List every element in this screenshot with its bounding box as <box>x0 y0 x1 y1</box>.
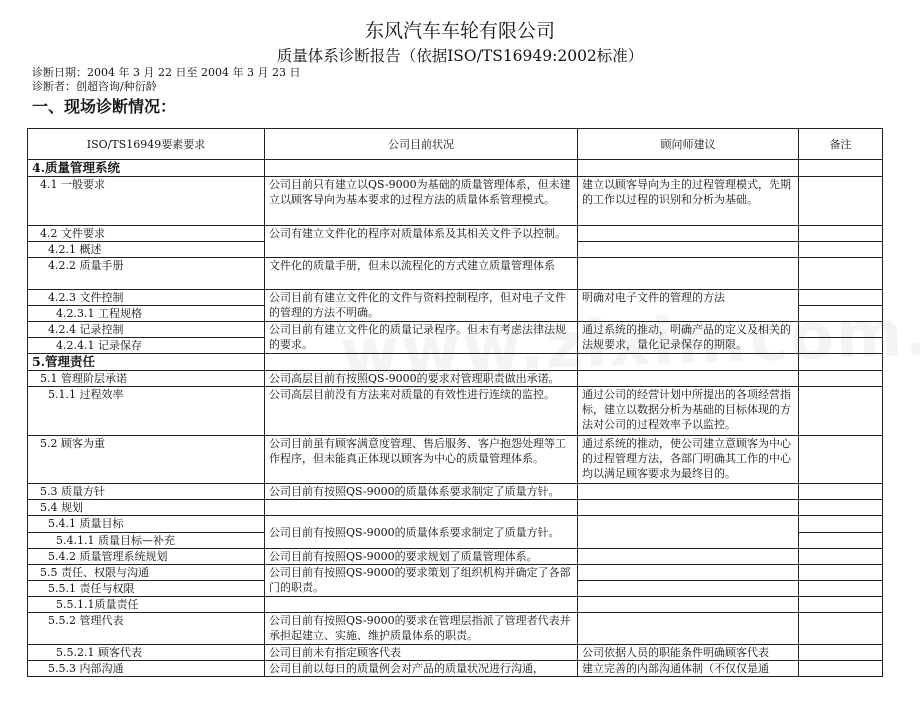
status-cell: 公司目前有按照QS-9000的质量体系要求制定了质量方针。 <box>265 484 578 500</box>
status-cell: 公司高层目前没有方法来对质量的有效性进行连续的监控。 <box>265 387 578 436</box>
table-row <box>28 645 883 661</box>
table-row <box>28 387 883 436</box>
status-cell <box>265 597 578 613</box>
note-cell <box>799 645 883 661</box>
note-cell <box>799 338 883 354</box>
status-cell: 公司高层目前有按照QS-9000的要求对管理职责做出承诺。 <box>265 371 578 387</box>
note-cell <box>799 306 883 322</box>
note-cell <box>799 661 883 677</box>
requirement-cell: 5.5.2 管理代表 <box>28 613 265 645</box>
diagnosis-date: 诊断日期：2004 年 3 月 22 日至 2004 年 3 月 23 日 <box>32 66 301 79</box>
requirement-cell: 4.1 一般要求 <box>28 177 265 226</box>
advice-cell <box>578 581 799 597</box>
table-row <box>28 500 883 516</box>
advice-cell <box>578 597 799 613</box>
advice-cell <box>578 242 799 258</box>
requirement-cell: 4.2.4 记录控制 <box>28 322 265 338</box>
advice-cell <box>578 226 799 242</box>
advice-cell: 建立完善的内部沟通体制（不仅仅是通 <box>578 661 799 677</box>
note-cell <box>799 290 883 306</box>
status-cell: 公司目前以每日的质量例会对产品的质量状况进行沟通， <box>265 661 578 677</box>
table-row <box>28 354 883 371</box>
section-heading: 一、现场诊断情况： <box>32 97 177 116</box>
table-row <box>28 177 883 226</box>
requirement-cell: 5.1.1 过程效率 <box>28 387 265 436</box>
advice-cell: 通过系统的推动，使公司建立意顾客为中心的过程管理方法，各部门明确其工作的中心均以满足顾客要求为最终目的。 <box>578 436 799 484</box>
table-header-row <box>28 129 883 160</box>
advice-cell <box>578 354 799 371</box>
diagnosis-table <box>27 128 883 677</box>
requirement-cell: 5.4.1.1 质量目标—补充 <box>28 533 265 549</box>
advice-cell <box>578 484 799 500</box>
advice-cell <box>578 516 799 549</box>
status-cell <box>265 500 578 516</box>
requirement-cell: 5.5.1.1质量责任 <box>28 597 265 613</box>
note-cell <box>799 160 883 177</box>
requirement-cell: 4.2.3.1 工程规格 <box>28 306 265 322</box>
diagnosis-auditor: 诊断者：创超咨询/种衍龄 <box>32 80 157 93</box>
note-cell <box>799 597 883 613</box>
note-cell <box>799 484 883 500</box>
note-cell <box>799 258 883 290</box>
col-header-status: 公司目前状况 <box>265 129 578 160</box>
requirement-cell: 4.2.4.1 记录保存 <box>28 338 265 354</box>
requirement-cell: 5.5.2.1 顾客代表 <box>28 645 265 661</box>
note-cell <box>799 549 883 565</box>
status-cell <box>265 354 578 371</box>
requirement-cell: 4.2 文件要求 <box>28 226 265 242</box>
advice-cell <box>578 500 799 516</box>
table-row <box>28 436 883 484</box>
status-cell: 公司目前有按照QS-9000的要求策划了组织机构并确定了各部门的职责。 <box>265 565 578 597</box>
advice-cell <box>578 371 799 387</box>
col-header-requirement: ISO/TS16949要素要求 <box>28 129 265 160</box>
table-row <box>28 371 883 387</box>
advice-cell: 建立以顾客导向为主的过程管理模式，先期的工作以过程的识别和分析为基础。 <box>578 177 799 226</box>
col-header-note: 备注 <box>799 129 883 160</box>
requirement-cell: 5.5.3 内部沟通 <box>28 661 265 677</box>
requirement-cell: 5.管理责任 <box>28 354 265 371</box>
col-header-advice: 顾问师建议 <box>578 129 799 160</box>
status-cell: 公司目前虽有顾客满意度管理、售后服务、客户抱怨处理等工作程序，但未能真正体现以顾客为中心的质量管理体系。 <box>265 436 578 484</box>
table-row <box>28 322 883 338</box>
requirement-cell: 4.2.3 文件控制 <box>28 290 265 306</box>
status-cell: 公司目前有建立文件化的质量记录程序。但未有考虑法律法规的要求。 <box>265 322 578 354</box>
table-row <box>28 516 883 533</box>
table-row <box>28 661 883 677</box>
status-cell <box>265 160 578 177</box>
requirement-cell: 5.4 规划 <box>28 500 265 516</box>
note-cell <box>799 613 883 645</box>
table-row <box>28 565 883 581</box>
status-cell: 公司目前有建立文件化的文件与资料控制程序，但对电子文件的管理的方法不明确。 <box>265 290 578 322</box>
note-cell <box>799 533 883 549</box>
advice-cell <box>578 549 799 565</box>
note-cell <box>799 177 883 226</box>
status-cell: 公司目前未有指定顾客代表 <box>265 645 578 661</box>
table-row <box>28 258 883 290</box>
note-cell <box>799 500 883 516</box>
requirement-cell: 5.5.1 责任与权限 <box>28 581 265 597</box>
advice-cell: 公司依据人员的职能条件明确顾客代表 <box>578 645 799 661</box>
note-cell <box>799 354 883 371</box>
report-title: 质量体系诊断报告（依据ISO/TS16949:2002标准） <box>276 47 644 65</box>
requirement-cell: 5.5 责任、权限与沟通 <box>28 565 265 581</box>
status-cell: 文件化的质量手册，但未以流程化的方式建立质量管理体系 <box>265 258 578 290</box>
status-cell: 公司目前有按照QS-9000的质量体系要求制定了质量方针。 <box>265 516 578 549</box>
note-cell <box>799 565 883 581</box>
table-row <box>28 226 883 242</box>
advice-cell <box>578 613 799 645</box>
advice-cell: 明确对电子文件的管理的方法 <box>578 290 799 322</box>
table-row <box>28 613 883 645</box>
advice-cell: 通过系统的推动，明确产品的定义及相关的法规要求，量化记录保存的期限。 <box>578 322 799 354</box>
requirement-cell: 5.4.1 质量目标 <box>28 516 265 533</box>
requirement-cell: 5.3 质量方针 <box>28 484 265 500</box>
note-cell <box>799 387 883 436</box>
requirement-cell: 5.1 管理阶层承诺 <box>28 371 265 387</box>
note-cell <box>799 581 883 597</box>
advice-cell <box>578 258 799 290</box>
advice-cell <box>578 160 799 177</box>
note-cell <box>799 516 883 533</box>
table-row <box>28 290 883 306</box>
table-row <box>28 160 883 177</box>
status-cell: 公司有建立文件化的程序对质量体系及其相关文件予以控制。 <box>265 226 578 258</box>
advice-cell <box>578 565 799 581</box>
requirement-cell: 4.2.1 概述 <box>28 242 265 258</box>
requirement-cell: 5.2 顾客为重 <box>28 436 265 484</box>
advice-cell: 通过公司的经营计划中所提出的各项经营指标，建立以数据分析为基础的目标体现的方法对公司的过程效率予以监控。 <box>578 387 799 436</box>
requirement-cell: 4.2.2 质量手册 <box>28 258 265 290</box>
status-cell: 公司目前有按照QS-9000的要求规划了质量管理体系。 <box>265 549 578 565</box>
requirement-cell: 5.4.2 质量管理系统规划 <box>28 549 265 565</box>
note-cell <box>799 436 883 484</box>
status-cell: 公司目前有按照QS-9000的要求在管理层指派了管理者代表并承担起建立、实施、维护质量体系的职责。 <box>265 613 578 645</box>
table-row <box>28 597 883 613</box>
requirement-cell: 4.质量管理系统 <box>28 160 265 177</box>
status-cell: 公司目前只有建立以QS-9000为基础的质量管理体系，但未建立以顾客导向为基本要求的过程方法的质量体系管理模式。 <box>265 177 578 226</box>
note-cell <box>799 371 883 387</box>
note-cell <box>799 322 883 338</box>
table-row <box>28 484 883 500</box>
company-title: 东风汽车车轮有限公司 <box>364 20 555 42</box>
note-cell <box>799 226 883 242</box>
table-row <box>28 549 883 565</box>
note-cell <box>799 242 883 258</box>
